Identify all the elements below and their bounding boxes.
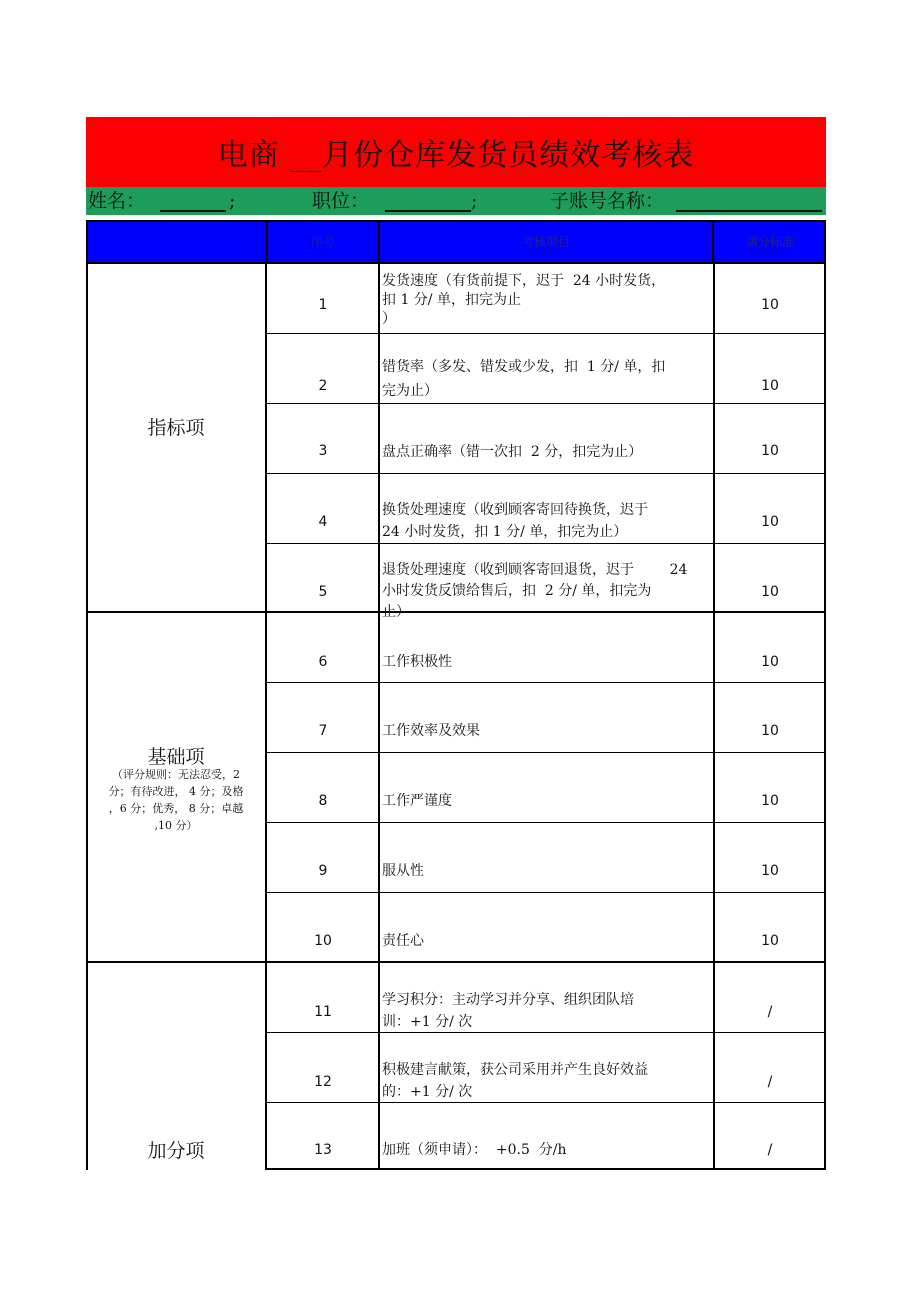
max-score: / xyxy=(767,1004,773,1020)
row-divider xyxy=(266,543,826,544)
assessment-item: 工作严谨度 xyxy=(382,793,452,809)
grid-line xyxy=(824,264,826,1170)
assessment-item: 积极建言献策，获公司采用并产生良好效益 的：+1 分/ 次 xyxy=(382,1062,648,1100)
max-score: 10 xyxy=(761,514,779,530)
assessment-item: 退货处理速度（收到顾客寄回退货，迟于 24 小时发货反馈给售后，扣 2 分/ 单，扣完为 止） xyxy=(382,562,688,620)
assessment-item: 服从性 xyxy=(382,863,424,879)
form-title: 电商 __月份仓库发货员绩效考核表 xyxy=(217,138,695,173)
row-number: 11 xyxy=(314,1004,332,1020)
row-divider xyxy=(266,473,826,474)
header-col-score: 满分标准 xyxy=(745,235,794,249)
position-label: 职位： xyxy=(312,190,370,212)
name-label: 姓名： xyxy=(88,190,146,212)
row-divider xyxy=(266,682,826,683)
row-divider xyxy=(266,333,826,334)
assessment-item: 换货处理速度（收到顾客寄回待换货，迟于 24 小时发货，扣 1 分/ 单，扣完为止） xyxy=(382,502,648,540)
grid-line xyxy=(378,264,380,1170)
max-score: / xyxy=(767,1074,773,1090)
row-number: 10 xyxy=(314,933,332,949)
name-field[interactable] xyxy=(160,210,226,212)
position-separator: ; xyxy=(471,190,478,212)
table-bottom-line xyxy=(266,1168,826,1170)
max-score: 10 xyxy=(761,793,779,809)
assessment-item: 发货速度（有货前提下，迟于 24 小时发货， 扣 1 分/ 单，扣完为止 ） xyxy=(382,273,666,327)
row-number: 6 xyxy=(318,654,328,670)
max-score: 10 xyxy=(761,933,779,949)
category-bonus: 加分项 xyxy=(147,1140,205,1162)
max-score: 10 xyxy=(761,443,779,459)
row-number: 2 xyxy=(318,378,328,394)
row-number: 4 xyxy=(318,514,328,530)
row-number: 9 xyxy=(318,863,328,879)
row-number: 12 xyxy=(314,1074,332,1090)
assessment-item: 责任心 xyxy=(382,933,424,949)
row-divider xyxy=(266,822,826,823)
category-indicator: 指标项 xyxy=(147,417,205,439)
assessment-item: 盘点正确率（错一次扣 2 分，扣完为止） xyxy=(382,444,643,460)
assessment-item: 错货率（多发、错发或少发，扣 1 分/ 单，扣 完为止） xyxy=(382,359,666,399)
category-basic-note: （评分规则：无法忍受，2 分；有待改进， 4 分；及格 ，6 分；优秀， 8 分；卓越 ,10 分） xyxy=(108,768,244,832)
row-divider xyxy=(266,752,826,753)
row-number: 1 xyxy=(318,297,328,313)
row-number: 13 xyxy=(314,1142,332,1158)
grid-line xyxy=(86,264,88,1170)
assessment-item: 工作积极性 xyxy=(382,654,452,670)
section-divider xyxy=(86,961,826,963)
header-col-no: 序号 xyxy=(310,235,335,249)
grid-line xyxy=(265,264,267,1170)
header-col-item: 考核项目 xyxy=(521,235,570,249)
row-number: 8 xyxy=(318,793,328,809)
max-score: 10 xyxy=(761,654,779,670)
account-label: 子账号名称： xyxy=(550,190,665,212)
assessment-item: 加班（须申请）： +0.5 分/h xyxy=(382,1142,567,1158)
row-number: 5 xyxy=(318,584,328,600)
max-score: 10 xyxy=(761,584,779,600)
max-score: 10 xyxy=(761,723,779,739)
max-score: 10 xyxy=(761,378,779,394)
assessment-item: 工作效率及效果 xyxy=(382,723,480,739)
max-score: / xyxy=(767,1142,773,1158)
max-score: 10 xyxy=(761,863,779,879)
grid-line xyxy=(713,264,715,1170)
category-basic: 基础项 xyxy=(147,746,205,768)
max-score: 10 xyxy=(761,297,779,313)
account-field[interactable] xyxy=(676,210,822,212)
position-field[interactable] xyxy=(385,210,471,212)
assessment-item: 学习积分：主动学习并分享、组织团队培 训：+1 分/ 次 xyxy=(382,992,634,1030)
name-separator: ; xyxy=(229,190,236,212)
row-divider xyxy=(266,892,826,893)
row-divider xyxy=(266,403,826,404)
row-number: 7 xyxy=(318,723,328,739)
row-number: 3 xyxy=(318,443,328,459)
